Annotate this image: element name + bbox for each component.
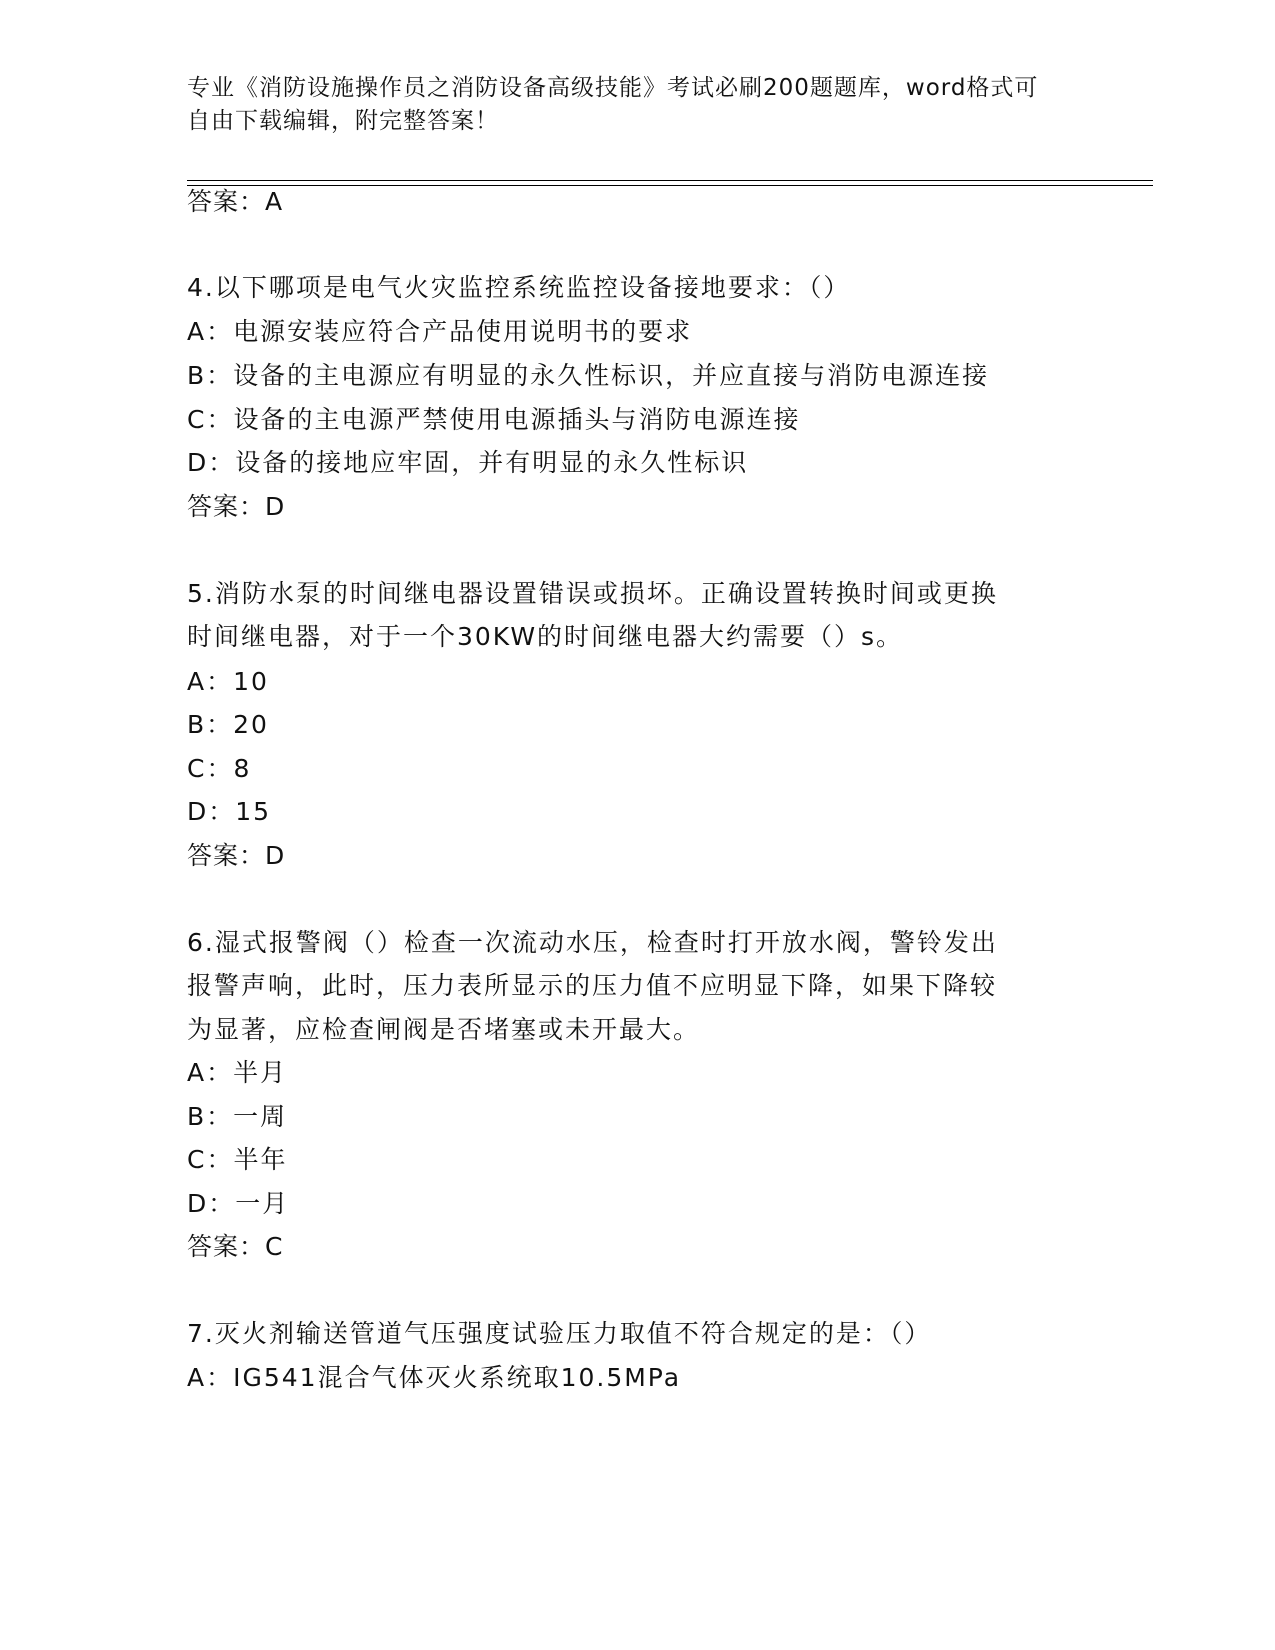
header-divider-top bbox=[187, 180, 1153, 181]
header-divider-bottom bbox=[187, 185, 1153, 186]
question-6-option-a: A：半月 bbox=[187, 1058, 288, 1087]
question-4-option-b: B：设备的主电源应有明显的永久性标识，并应直接与消防电源连接 bbox=[187, 361, 990, 390]
question-7-option-a: A：IG541混合气体灭火系统取10.5MPa bbox=[187, 1363, 682, 1392]
question-4-option-a: A：电源安装应符合产品使用说明书的要求 bbox=[187, 317, 693, 346]
question-6-stem-line-1: 6.湿式报警阀（）检查一次流动水压，检查时打开放水阀，警铃发出 bbox=[187, 928, 998, 957]
question-4-answer: 答案：D bbox=[187, 492, 286, 521]
question-5-option-b: B：20 bbox=[187, 710, 269, 739]
question-6-answer: 答案：C bbox=[187, 1232, 284, 1261]
question-6-stem-line-3: 为显著，应检查闸阀是否堵塞或未开最大。 bbox=[187, 1015, 701, 1044]
header-line-2: 自由下载编辑，附完整答案！ bbox=[187, 108, 499, 134]
question-5-answer: 答案：D bbox=[187, 841, 286, 870]
question-6-option-d: D：一月 bbox=[187, 1189, 290, 1218]
question-5-option-d: D：15 bbox=[187, 797, 272, 826]
header-line-1: 专业《消防设施操作员之消防设备高级技能》考试必刷200题题库，word格式可 bbox=[187, 75, 1039, 101]
question-4-option-d: D：设备的接地应牢固，并有明显的永久性标识 bbox=[187, 448, 749, 477]
question-5-option-c: C：8 bbox=[187, 754, 252, 783]
question-6-option-c: C：半年 bbox=[187, 1145, 288, 1174]
question-7-stem-line-1: 7.灭火剂输送管道气压强度试验压力取值不符合规定的是：（） bbox=[187, 1319, 932, 1348]
question-4-stem-line-1: 4.以下哪项是电气火灾监控系统监控设备接地要求：（） bbox=[187, 273, 851, 302]
question-6-option-b: B：一周 bbox=[187, 1102, 288, 1131]
document-header bbox=[187, 72, 1067, 138]
question-4-option-c: C：设备的主电源严禁使用电源插头与消防电源连接 bbox=[187, 405, 801, 434]
answer-prev: 答案：A bbox=[187, 187, 284, 216]
question-5-stem-line-2: 时间继电器，对于一个30KW的时间继电器大约需要（）s。 bbox=[187, 622, 904, 651]
question-6-stem-line-2: 报警声响，此时，压力表所显示的压力值不应明显下降，如果下降较 bbox=[187, 971, 998, 1000]
question-5-option-a: A：10 bbox=[187, 667, 269, 696]
question-5-stem-line-1: 5.消防水泵的时间继电器设置错误或损坏。正确设置转换时间或更换 bbox=[187, 579, 998, 608]
